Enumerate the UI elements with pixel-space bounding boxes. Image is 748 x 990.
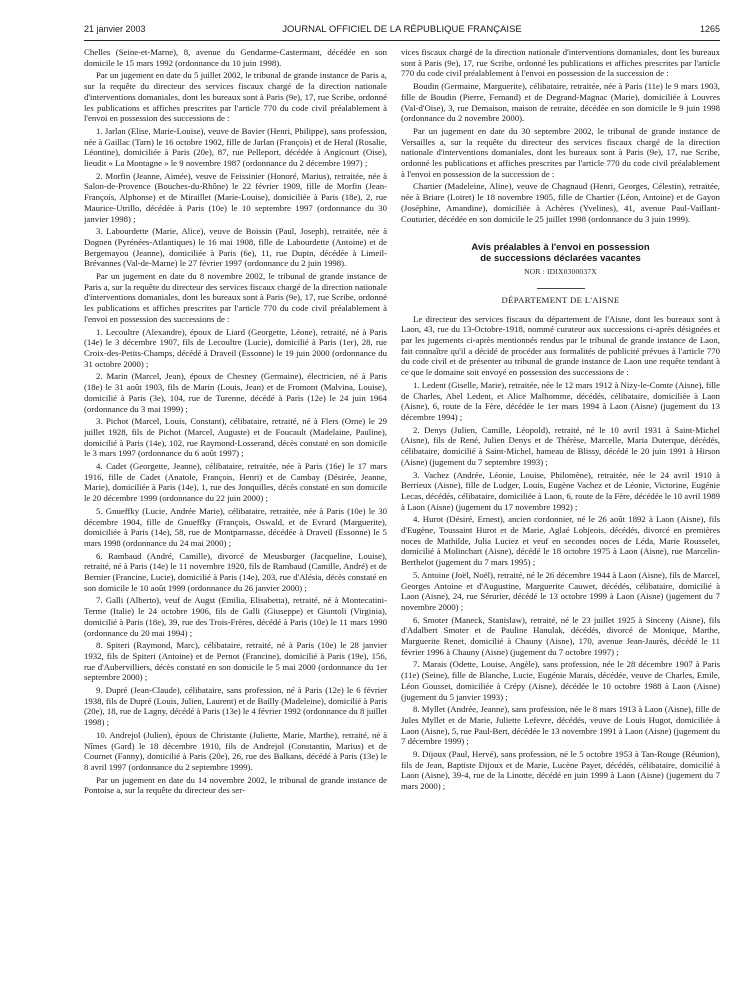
nor-reference: NOR : IDIX0300037X — [524, 267, 597, 277]
paragraph: Par un jugement en date du 30 septembre 2002, le tribunal de grande instance de Versailles a, sur la requête du directeur des services fiscaux chargé de la direction nationale d'interventions domaniales, dont les bureaux sont à Paris (9e), 17, rue Scribe, ordonné les publications et affiches prescrites par l'article 770 du code civil préalablement à l'envoi en possession de la succession de : — [401, 125, 720, 179]
list-item: 1. Lecoultre (Alexandre), époux de Liard (Georgette, Léone), retraité, né à Paris (14e) le 3 décembre 1907, fils de Lecoultre (Lucie), domicilié à Paris (1er), 28, rue Croix-des-Petits-Champs, décédé à Draveil (Essonne) le 19 juin 2000 (ordonnance du 31 octobre 2000) ; — [84, 326, 387, 369]
header-date: 21 janvier 2003 — [84, 24, 146, 34]
list-item: Boudin (Germaine, Marguerite), célibataire, retraitée, née à Paris (11e) le 9 mars 1903, fille de Boudin (Pierre, Fernand) et de Degrand-Magnac (Marie), domiciliée à Louvres (Val-d'Oise), 3, rue Demaison, maison de retraite, décédée en son domicile le 9 juin 1998 (ordonnance du 2 novembre 2000). — [401, 81, 720, 124]
department-heading: DÉPARTEMENT DE L'AISNE — [501, 294, 620, 305]
paragraph: Par un jugement en date du 14 novembre 2002, le tribunal de grande instance de Pontoise a, sur la requête du directeur des ser- — [84, 774, 387, 796]
list-item: 8. Spiteri (Raymond, Marc), célibataire, retraité, né à Paris (10e) le 28 janvier 1932, fils de Spiteri (Antoine) et de Pernot (Francine), domicilié à Paris (19e), 156, rue d'Aubervilliers, décès constaté en son domicile le 5 mai 2000 (ordonnance du 1er septembre 2000) ; — [84, 640, 387, 683]
list-item: 2. Marin (Marcel, Jean), époux de Chesney (Germaine), électricien, né à Paris (18e) le 31 août 1903, fils de Marin (Louis, Jean) et de Fromont (Malvina, Louise), domicilié à Paris (3e), 104, rue de Turenne, décédé à Paris (12e) le 24 juin 1964 (ordonnance du 3 mai 1999) ; — [84, 371, 387, 414]
list-item: 3. Labourdette (Marie, Alice), veuve de Boissin (Paul, Joseph), retraitée, née à Dognen (Pyrénées-Atlantiques) le 16 mai 1908, fille de Labourdette (Antoine) et de Bergemayou (Jeanne), domiciliée à Paris (6e), 11, rue Dupin, décédée à Limeil-Brévannes (Val-de-Marne) le 27 février 1997 (ordonnance du 2 juin 1998). — [84, 226, 387, 269]
list-item: 9. Dupré (Jean-Claude), célibataire, sans profession, né à Paris (12e) le 6 février 1938, fils de Dupré (Louis, Julien, Laurent) et de Bailly (Madeleine), domicilié à Paris (20e), 18, rue de Lagny, décédé à Paris (13e) le 4 février 1992 (ordonnance du 8 juillet 1998) ; — [84, 685, 387, 728]
list-item: 2. Denys (Julien, Camille, Léopold), retraité, né le 10 avril 1931 à Saint-Michel (Aisne), fils de René, Julien Denys et de Thérèse, Marcelle, Maria Duterque, décédés, célibataire, domicilié à Saint-Michel, hameau de Blissy, décédé le 20 juin 1991 à Hirson (Aisne) (jugement du 7 septembre 1993) ; — [401, 424, 720, 467]
list-item: 8. Myllet (Andrée, Jeanne), sans profession, née le 8 mars 1913 à Laon (Aisne), fille de Jules Myllet et de Marie, Juliette Lefevre, décédés, veuve de Louis Hugot, domiciliée à Laon (Aisne), 5, rue Paul-Bert, décédée le 13 novembre 1991 à Laon (Aisne) (jugement du 7 décembre 1999) ; — [401, 704, 720, 747]
list-item: 4. Cadet (Georgette, Jeanne), célibataire, retraitée, née à Paris (16e) le 17 mars 1916, fille de Cadet (Anatole, François, Henri) et de Cambay (Désirée, Jeanne, Marie), domiciliée à Paris (14e), 1, rue des Jonquilles, décès constaté en son domicile le 20 décembre 1999 (ordonnance du 22 juin 2000) ; — [84, 461, 387, 504]
paragraph: Par un jugement en date du 8 novembre 2002, le tribunal de grande instance de Paris a, sur la requête du directeur des services fiscaux chargé de la direction nationale d'interventions domaniales, dont les bureaux sont à Paris (9e), 17, rue Scribe, ordonné les publications et affiches prescrites par l'article 770 du code civil préalablement à l'envoi en possession des successions de : — [84, 271, 387, 324]
list-item: 3. Vachez (Andrée, Léonie, Louise, Philomène), retraitée, née le 24 avril 1910 à Berrieux (Aisne), fille de Ludger, Louis, Eugène Vachez et de Léonie, Victorine, Eugénie Lecas, décédés, célibataire, domiciliée à Laon, 6, route de la Fère, décédée le 10 avril 1989 à Laon (Aisne) (jugement du 17 novembre 1992) ; — [401, 469, 720, 512]
list-item: 2. Morfin (Jeanne, Aimée), veuve de Feissinier (Honoré, Marius), retraitée, née à Salon-de-Provence (Bouches-du-Rhône) le 22 février 1909, fille de Morfin (Jean-François, Alphonse) et de Miraillet (Marie-Louise), domiciliée à Paris (18e), 2, rue Maurice-Utrillo, décédée à Paris (10e) le 10 septembre 1997 (ordonnance du 30 janvier 1998) ; — [84, 170, 387, 224]
list-item: 4. Hurot (Désiré, Ernest), ancien cordonnier, né le 26 août 1892 à Laon (Aisne), fils d'Eugène, Toussaint Hurot et de Marie, Aglaé Lobjeois, décédés, divorcé en premières noces de Mathilde, Julia Luciez et veuf en secondes noces de Léda, Marie Rousselet, domicilié à Molinchart (Aisne), décédé le 18 octobre 1975 à Laon (Aisne), rue Marcelin-Berthelot (jugement du 7 mars 1995) ; — [401, 514, 720, 568]
page-header — [84, 24, 720, 38]
section-title-line: Avis préalables à l'envoi en possession — [471, 242, 650, 254]
list-item: 7. Galli (Alberto), veuf de Augst (Emilia, Elisabetta), retraité, né à Montecatini-Terme (Italie) le 24 octobre 1906, fils de Galli (Giuseppe) et Giuntoli (Virginia), domicilié à Paris (18e), 39, rue des Trois-Frères, décédé à Paris (10e) le 11 mars 1990 (ordonnance du 20 mai 1994) ; — [84, 595, 387, 638]
list-item: 1. Jarlan (Elise, Marie-Louise), veuve de Bavier (Henri, Philippe), sans profession, née à Gaillac (Tarn) le 16 octobre 1902, fille de Jarlan (François) et de Heral (Rosalie, Léontine), domiciliée à Paris (20e), 87, rue Pelleport, décédée à Angicourt (Oise), lieudit « La Montagne » le 9 novembre 1987 (ordonnance du 2 décembre 1997) ; — [84, 125, 387, 169]
list-item: 5. Gnueffky (Lucie, Andrée Marie), célibataire, retraitée, née à Paris (10e) le 30 décembre 1904, fille de Gnueffky (François, Oswald, et de Evrard (Marguerite), domiciliée à Paris (14e), 58, rue de Montparnasse, décédée à Draveil (Essonne) le 5 mars 1998 (ordonnance du 24 mai 2000) ; — [84, 505, 387, 548]
right-column — [401, 47, 720, 982]
paragraph: Le directeur des services fiscaux du département de l'Aisne, dont les bureaux sont à Laon, 43, rue du 13-Octobre-1918, nommé curateur aux successions ci-après désignées et par les jugements ci-après mentionnés rendus par le tribunal de grande instance de Laon, fait connaître qu'il a décidé de procéder aux formalités de publicité prévues à l'article 770 du code civil et de présenter au tribunal de grande instance de Laon une requête tendant à ce que le domaine soit envoyé en possession des successions de : — [401, 313, 720, 378]
page-number: 1265 — [699, 24, 720, 34]
list-item: 3. Pichot (Marcel, Louis, Constant), célibataire, retraité, né à Flers (Orne) le 29 juillet 1928, fils de Pichot (Marcel, Auguste) et de Foucault (Madelaine, Pauline), domicilié à Paris (14e), 102, rue Raymond-Losserand, décès constaté en son domicile le 3 mars 1997 (ordonnance du 6 août 1997) ; — [84, 416, 387, 459]
header-rule — [84, 40, 720, 41]
paragraph: Par un jugement en date du 5 juillet 2002, le tribunal de grande instance de Paris a, sur la requête du directeur des services fiscaux chargé de la direction nationale d'interventions domaniales, dont les bureaux sont à Paris (9e), 17, rue Scribe, ordonné les publications et affiches prescrites par l'article 770 du code civil préalablement à l'envoi en possession des successions de : — [84, 70, 387, 124]
list-item: 5. Antoine (Joël, Noël), retraité, né le 26 décembre 1944 à Laon (Aisne), fils de Marcel, Georges Antoine et d'Augustine, Marguerite Cauwet, décédés, célibataire, domicilié à Laon (Aisne), 24, rue Sérurier, décédé le 13 octobre 1999 à Laon (Aisne) (jugement du 7 novembre 2000) ; — [401, 569, 720, 612]
list-item: 1. Ledent (Giselle, Marie), retraitée, née le 12 mars 1912 à Nizy-le-Comte (Aisne), fille de Charles, Abel Ledent, et Alice Malhomme, décédés, célibataire, domiciliée à Laon (Aisne), 6, route de la Fère, décédée le 1er mars 1994 à Laon (Aisne) (jugement du 13 décembre 1994) ; — [401, 379, 720, 422]
list-item: 10. Andrejol (Julien), époux de Christante (Juliette, Marie, Marthe), retraité, né à Nîmes (Gard) le 18 décembre 1910, fils de Andrejol (Constantin, Marius) et de Cournet (Fanny), domicilié à Paris (20e), 26, rue des Balkans, décédé à Paris (13e) le 8 avril 1997 (ordonnance du 2 septembre 1999). — [84, 729, 387, 772]
list-item: 7. Marais (Odette, Louise, Angèle), sans profession, née le 28 décembre 1907 à Paris (11e) (Seine), fille de Blanche, Lucie, Eugénie Marais, décédée, veuve de Charles, Emile, Léon Gousset, domiciliée à Crépy (Aisne), décédée le 10 octobre 1988 à Laon (Aisne) (jugement du 5 janvier 1993) ; — [401, 659, 720, 702]
left-column — [84, 47, 387, 982]
paragraph: vices fiscaux chargé de la direction nationale d'interventions domaniales, dont les bureaux sont à Paris (9e), 17, rue Scribe, ordonné les publications et affiches prescrites par l'article 770 du code civil préalablement à l'envoi en possession de la succession de : — [401, 47, 720, 79]
section-title — [401, 242, 720, 264]
list-item: 6. Smoter (Maneck, Stanislaw), retraité, né le 23 juillet 1925 à Sinceny (Aisne), fils d'Adalbert Smoter et de Pauline Hanulak, décédés, divorcé de Monique, Marthe, Marguerite Renet, domicilié à Chauny (Aisne), 170, avenue Jean-Jaurès, décédé le 11 février 1996 à Chauny (Aisne) (jugement du 7 octobre 1997) ; — [401, 614, 720, 657]
paragraph: Chelles (Seine-et-Marne), 8, avenue du Gendarme-Castermant, décédée en son domicile le 15 mars 1992 (ordonnance du 10 juin 1998). — [84, 47, 387, 68]
header-title: JOURNAL OFFICIEL DE LA RÉPUBLIQUE FRANÇAISE — [282, 24, 522, 35]
list-item: 9. Dijoux (Paul, Hervé), sans profession, né le 5 octobre 1953 à Tan-Rouge (Réunion), fils de Jean, Baptiste Dijoux et de Marie, Lucène Payet, décédés, célibataire, domicilié à Laon (Aisne), 39-4, rue de la Linotte, décédé en juin 1999 à Laon (Aisne) (jugement du 7 mars 2000) ; — [401, 749, 720, 792]
list-item: Chartier (Madeleine, Aline), veuve de Chagnaud (Henri, Georges, Célestin), retraitée, née à Briare (Loiret) le 18 novembre 1905, fille de Chartier (Léon, Antoine) et de Gayon (Joséphine, Amandine), domiciliée à Achères (Yvelines), 41, avenue Paul-Vaillant-Couturier, décédée en son domicile le 25 juillet 1998 (ordonnance du 3 juin 1999). — [401, 181, 720, 224]
section-divider — [537, 288, 585, 289]
list-item: 6. Rambaud (André, Camille), divorcé de Meusburger (Jacqueline, Louise), retraité, né à Paris (14e) le 11 novembre 1920, fils de Rambaud (Camille, André) et de Bernier (Francine, Lucie), domicilié à Paris (14e), 203, rue d'Alésia, décès constaté en son domicile le 10 août 1999 (ordonnance du 26 janvier 2000) ; — [84, 550, 387, 593]
section-title-line: de successions déclarées vacantes — [480, 253, 641, 265]
